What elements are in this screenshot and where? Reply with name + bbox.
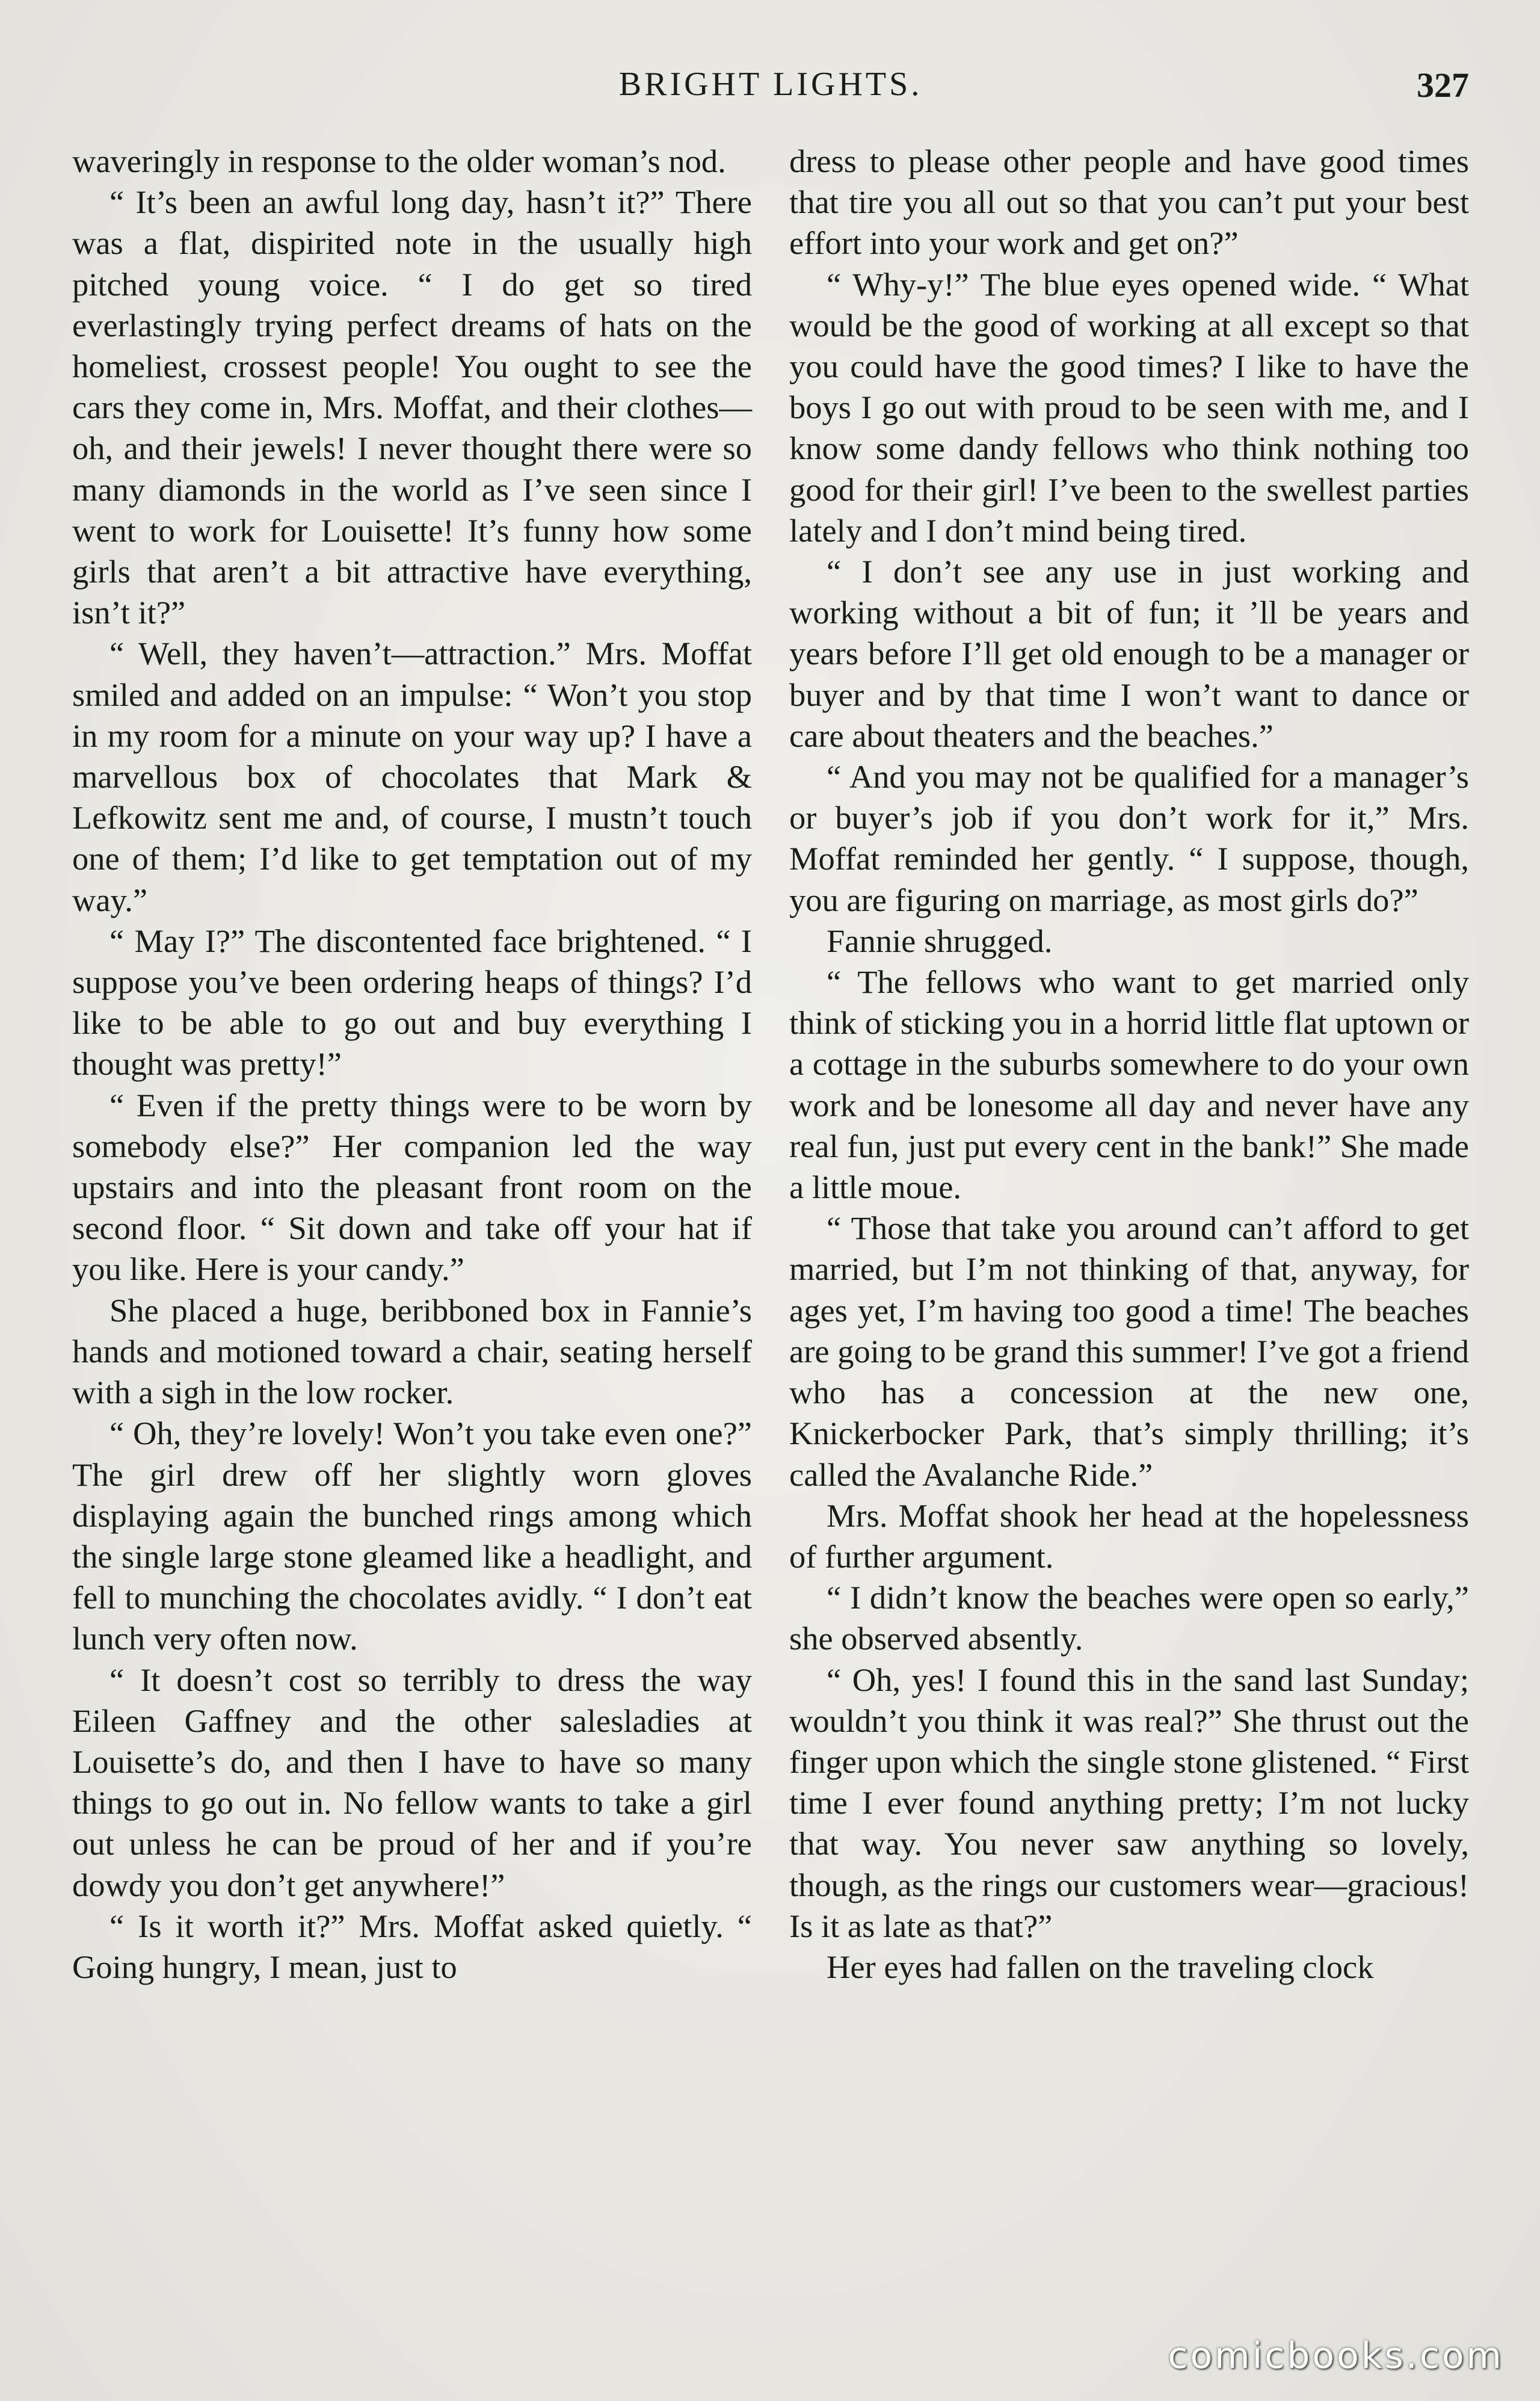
paragraph: “ Well, they haven’t—attraction.” Mrs. Moffat smiled and added on an impulse: “ Won’t you stop in my room for a minute on your way up? I have a marvellous box of chocolates that Mark & Lefkowitz sent me and, of course, I mustn’t touch one of them; I’d like to get temptation out of my way.” <box>72 635 752 918</box>
paragraph: “ It’s been an awful long day, hasn’t it?” There was a flat, dispirited note in the usually high pitched young voice. “ I do get so tired everlastingly trying perfect dreams of hats on the homeliest, crossest people! You ought to see the cars they come in, Mrs. Moffat, and their clothes—oh, and their jewels! I never thought there were so many diamonds in the world as I’ve seen since I went to work for Louisette! It’s funny how some girls that aren’t a bit attractive have everything, isn’t it?” <box>72 184 752 631</box>
paragraph: “ It doesn’t cost so terribly to dress the way Eileen Gaffney and the other salesladies at Louisette’s do, and then I have to have so many things to go out in. No fellow wants to take a girl out unless he can be proud of her and if you’re dowdy you don’t get anywhere!” <box>72 1661 752 1903</box>
watermark: comicbooks.com <box>1168 2335 1504 2377</box>
paragraph: “ Those that take you around can’t afford to get married, but I’m not thinking of that, anyway, for ages yet, I’m having too good a time! The beaches are going to be grand this summer! I’ve got a friend who has a concession at the new one, Knickerbocker Park, that’s simply thrilling; it’s called the Avalanche Ride.” <box>789 1210 1469 1493</box>
paragraph: “ And you may not be qualified for a manager’s or buyer’s job if you don’t work for it,” Mrs. Moffat reminded her gently. “ I suppose, though, you are figuring on marriage, as most girls do?” <box>789 758 1469 918</box>
page-header <box>72 65 1469 113</box>
page-number: 327 <box>1417 66 1469 105</box>
right-column <box>789 141 1469 1988</box>
paragraph: Mrs. Moffat shook her head at the hopelessness of further argument. <box>789 1497 1469 1575</box>
paragraph: “ Is it worth it?” Mrs. Moffat asked quietly. “ Going hungry, I mean, just to <box>72 1907 752 1985</box>
paragraph: “ May I?” The discontented face brightened. “ I suppose you’ve been ordering heaps of things? I’d like to be able to go out and buy everything I thought was pretty!” <box>72 922 752 1083</box>
paragraph: “ The fellows who want to get married only think of sticking you in a horrid little flat uptown or a cottage in the suburbs somewhere to do your own work and be lonesome all day and never have any real fun, just put every cent in the bank!” She made a little moue. <box>789 963 1469 1206</box>
paragraph: Her eyes had fallen on the traveling clock <box>827 1948 1374 1985</box>
paragraph: She placed a huge, beribboned box in Fannie’s hands and motioned toward a chair, seating herself with a sigh in the low rocker. <box>72 1291 752 1411</box>
paragraph: “ Oh, they’re lovely! Won’t you take even one?” The girl drew off her slightly worn gloves displaying again the bunched rings among which the single large stone gleamed like a headlight, and fell to munching the chocolates avidly. “ I don’t eat lunch very often now. <box>72 1415 752 1657</box>
paragraph: dress to please other people and have good times that tire you all out so that you can’t put your best effort into your work and get on?” <box>789 143 1469 262</box>
running-head: BRIGHT LIGHTS. <box>618 66 923 103</box>
paragraph: “ Oh, yes! I found this in the sand last Sunday; wouldn’t you think it was real?” She thrust out the finger upon which the single stone glistened. “ First time I ever found anything pretty; I’m not lucky that way. You never saw anything so lovely, though, as the rings our customers wear—gracious! Is it as late as that?” <box>789 1661 1469 1944</box>
left-column <box>72 141 752 1988</box>
paragraph: “ I don’t see any use in just working and working without a bit of fun; it ’ll be years and years before I’ll get old enough to be a manager or buyer and by that time I won’t want to dance or care about theaters and the beaches.” <box>789 553 1469 754</box>
paragraph: “ Why-y!” The blue eyes opened wide. “ What would be the good of working at all except so that you could have the good times? I like to have the boys I go out with proud to be seen with me, and I know some dandy fellows who think nothing too good for their girl! I’ve been to the swellest parties lately and I don’t mind being tired. <box>789 265 1469 549</box>
paragraph: waveringly in response to the older woman’s nod. <box>72 143 726 179</box>
paragraph: “ I didn’t know the beaches were open so early,” she observed absently. <box>789 1579 1469 1657</box>
paragraph: Fannie shrugged. <box>827 922 1053 959</box>
paragraph: “ Even if the pretty things were to be worn by somebody else?” Her companion led the way upstairs and into the pleasant front room on the second floor. “ Sit down and take off your hat if you like. Here is your candy.” <box>72 1086 752 1288</box>
